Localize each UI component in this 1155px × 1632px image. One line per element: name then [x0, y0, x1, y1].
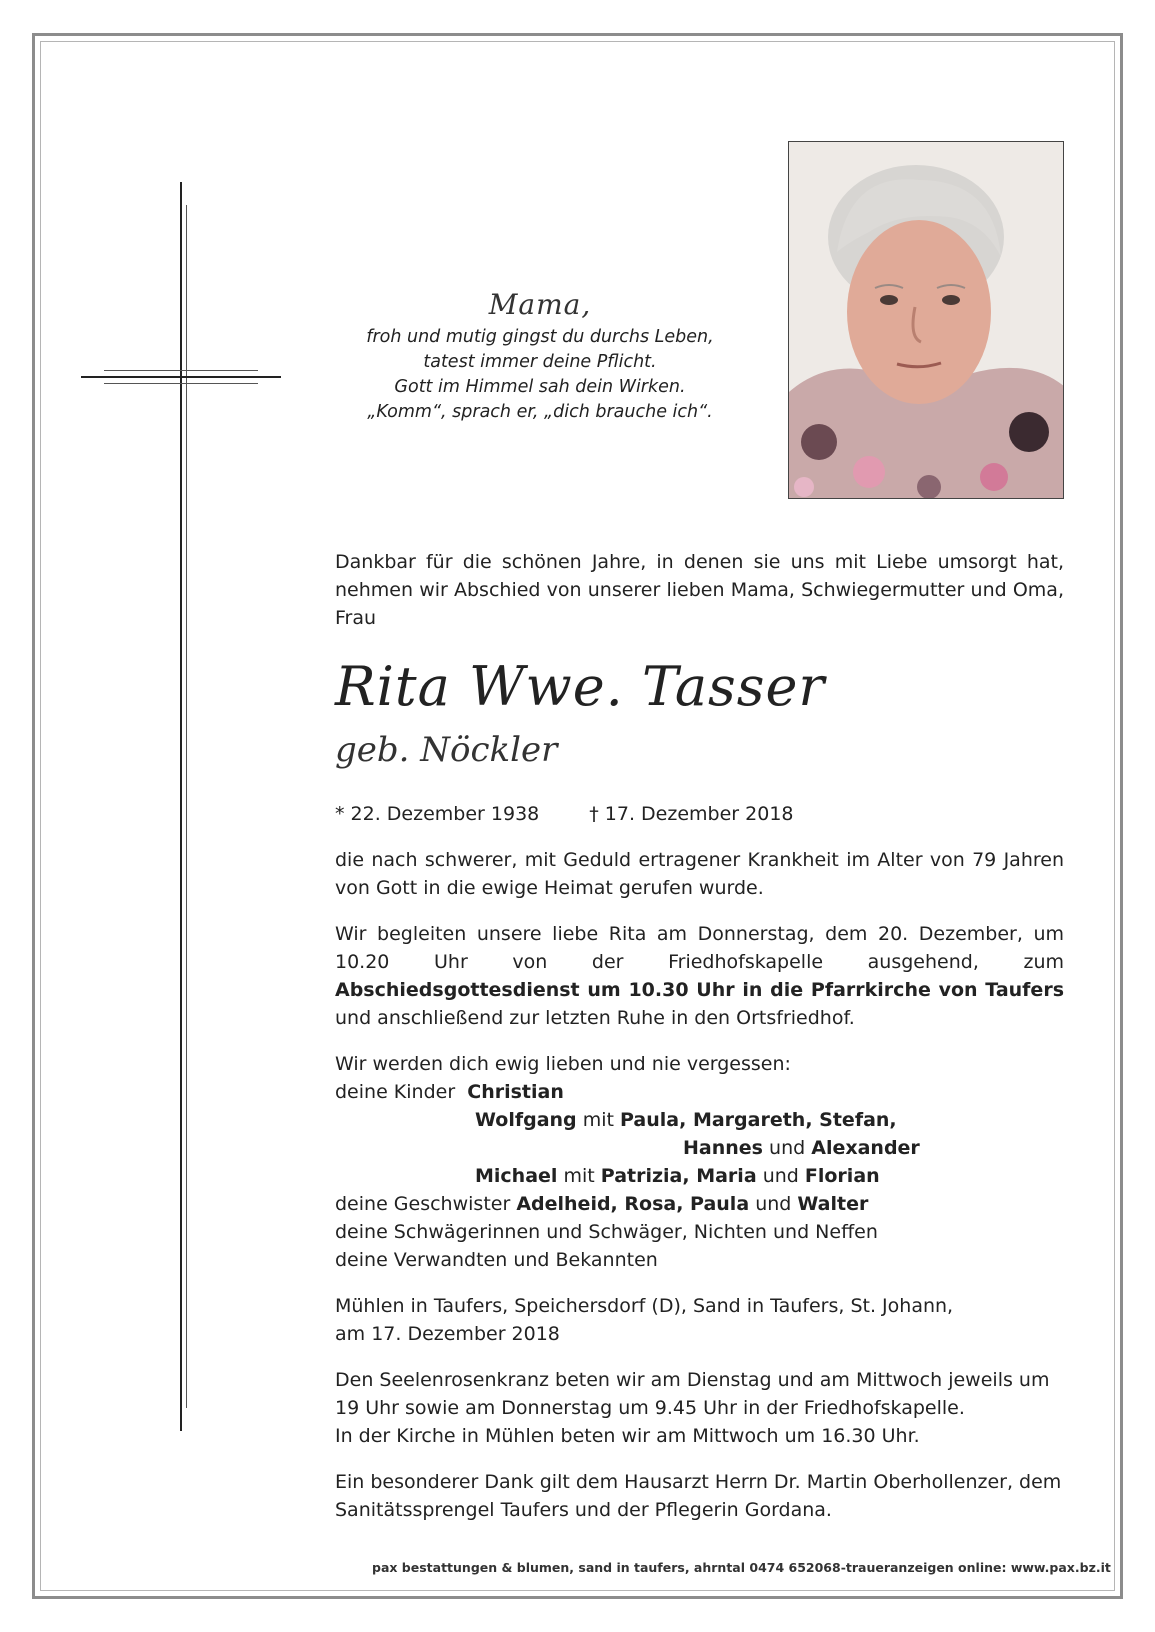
- child-row: [335, 1106, 1064, 1134]
- rosary-line: In der Kirche in Mühlen beten wir am Mittwoch um 16.30 Uhr.: [335, 1425, 920, 1447]
- connector-text: und: [762, 1165, 799, 1187]
- family-names: Hannes: [683, 1137, 763, 1159]
- poem-title: Mama,: [488, 288, 592, 321]
- relatives-row: deine Verwandten und Bekannten: [335, 1249, 658, 1271]
- poem-line: tatest immer deine Pflicht.: [423, 352, 657, 372]
- footer-contact: pax bestattungen & blumen, sand in taufers, ahrntal 0474 652068-traueranzeigen online: www.pax.bz.it: [372, 1560, 1111, 1575]
- child-name: Wolfgang: [475, 1109, 577, 1131]
- child-row: [335, 1162, 1064, 1190]
- poem: [330, 288, 750, 425]
- mourners-list: [335, 1050, 1064, 1274]
- family-names: Florian: [804, 1165, 880, 1187]
- funeral-service-bold: Abschiedsgottesdienst um 10.30 Uhr in die Pfarrkirche von Taufers: [335, 979, 1064, 1001]
- rosary-line: Den Seelenrosenkranz beten wir am Dienstag und am Mittwoch jeweils um: [335, 1369, 1050, 1391]
- family-names: Paula, Margareth, Stefan,: [620, 1109, 897, 1131]
- funeral-paragraph: [335, 920, 1064, 1032]
- children-row: [335, 1078, 1064, 1106]
- birth-date: * 22. Dezember 1938: [335, 803, 540, 825]
- poem-line: Gott im Himmel sah dein Wirken.: [394, 377, 686, 397]
- connector-text: und: [769, 1137, 806, 1159]
- thanks-paragraph: [335, 1468, 1064, 1524]
- thanks-line: Ein besonderer Dank gilt dem Hausarzt Herrn Dr. Martin Oberhollenzer, dem: [335, 1471, 1062, 1493]
- connector-text: und: [755, 1193, 792, 1215]
- life-dates: [335, 800, 1064, 828]
- portrait-photo: [788, 141, 1064, 499]
- deceased-name: Rita Wwe. Tasser: [335, 655, 826, 718]
- family-names: Patrizia, Maria: [600, 1165, 757, 1187]
- funeral-text-2: und anschließend zur letzten Ruhe in den Ortsfriedhof.: [335, 1007, 855, 1029]
- places-line: Mühlen in Taufers, Speichersdorf (D), Sand in Taufers, St. Johann,: [335, 1295, 954, 1317]
- child-name: Michael: [475, 1165, 558, 1187]
- poem-line: „Komm“, sprach er, „dich brauche ich“.: [367, 402, 713, 422]
- siblings-label: deine Geschwister: [335, 1193, 511, 1215]
- thanks-line: Sanitätssprengel Taufers und der Pflegerin Gordana.: [335, 1499, 832, 1521]
- sibling-names: Adelheid, Rosa, Paula: [516, 1193, 750, 1215]
- connector-text: mit: [563, 1165, 595, 1187]
- places-paragraph: [335, 1292, 1064, 1348]
- inlaws-row: deine Schwägerinnen und Schwäger, Nichten und Neffen: [335, 1221, 878, 1243]
- death-date: † 17. Dezember 2018: [589, 803, 794, 825]
- sibling-names: Walter: [797, 1193, 869, 1215]
- rosary-paragraph: [335, 1366, 1064, 1450]
- main-content: [335, 548, 1064, 1524]
- places-date: am 17. Dezember 2018: [335, 1323, 560, 1345]
- family-names: Alexander: [811, 1137, 920, 1159]
- connector-text: mit: [582, 1109, 614, 1131]
- child-row-continued: [335, 1134, 1064, 1162]
- mourners-intro: Wir werden dich ewig lieben und nie vergessen:: [335, 1053, 791, 1075]
- children-label: deine Kinder: [335, 1081, 456, 1103]
- siblings-row: [335, 1190, 1064, 1218]
- poem-line: froh und mutig gingst du durchs Leben,: [366, 327, 714, 347]
- illness-paragraph: die nach schwerer, mit Geduld ertragener Krankheit im Alter von 79 Jahren von Gott in die ewige Heimat gerufen wurde.: [335, 849, 1064, 899]
- funeral-text-1: Wir begleiten unsere liebe Rita am Donnerstag, dem 20. Dezember, um 10.20 Uhr von der Friedhofskapelle ausgehend, zum: [335, 923, 1064, 973]
- maiden-name: geb. Nöckler: [335, 730, 558, 770]
- intro-paragraph: Dankbar für die schönen Jahre, in denen sie uns mit Liebe umsorgt hat, nehmen wir Abschied von unserer lieben Mama, Schwiegermutter und Oma, Frau: [335, 551, 1064, 629]
- child-name: Christian: [467, 1081, 564, 1103]
- rosary-line: 19 Uhr sowie am Donnerstag um 9.45 Uhr in der Friedhofskapelle.: [335, 1397, 965, 1419]
